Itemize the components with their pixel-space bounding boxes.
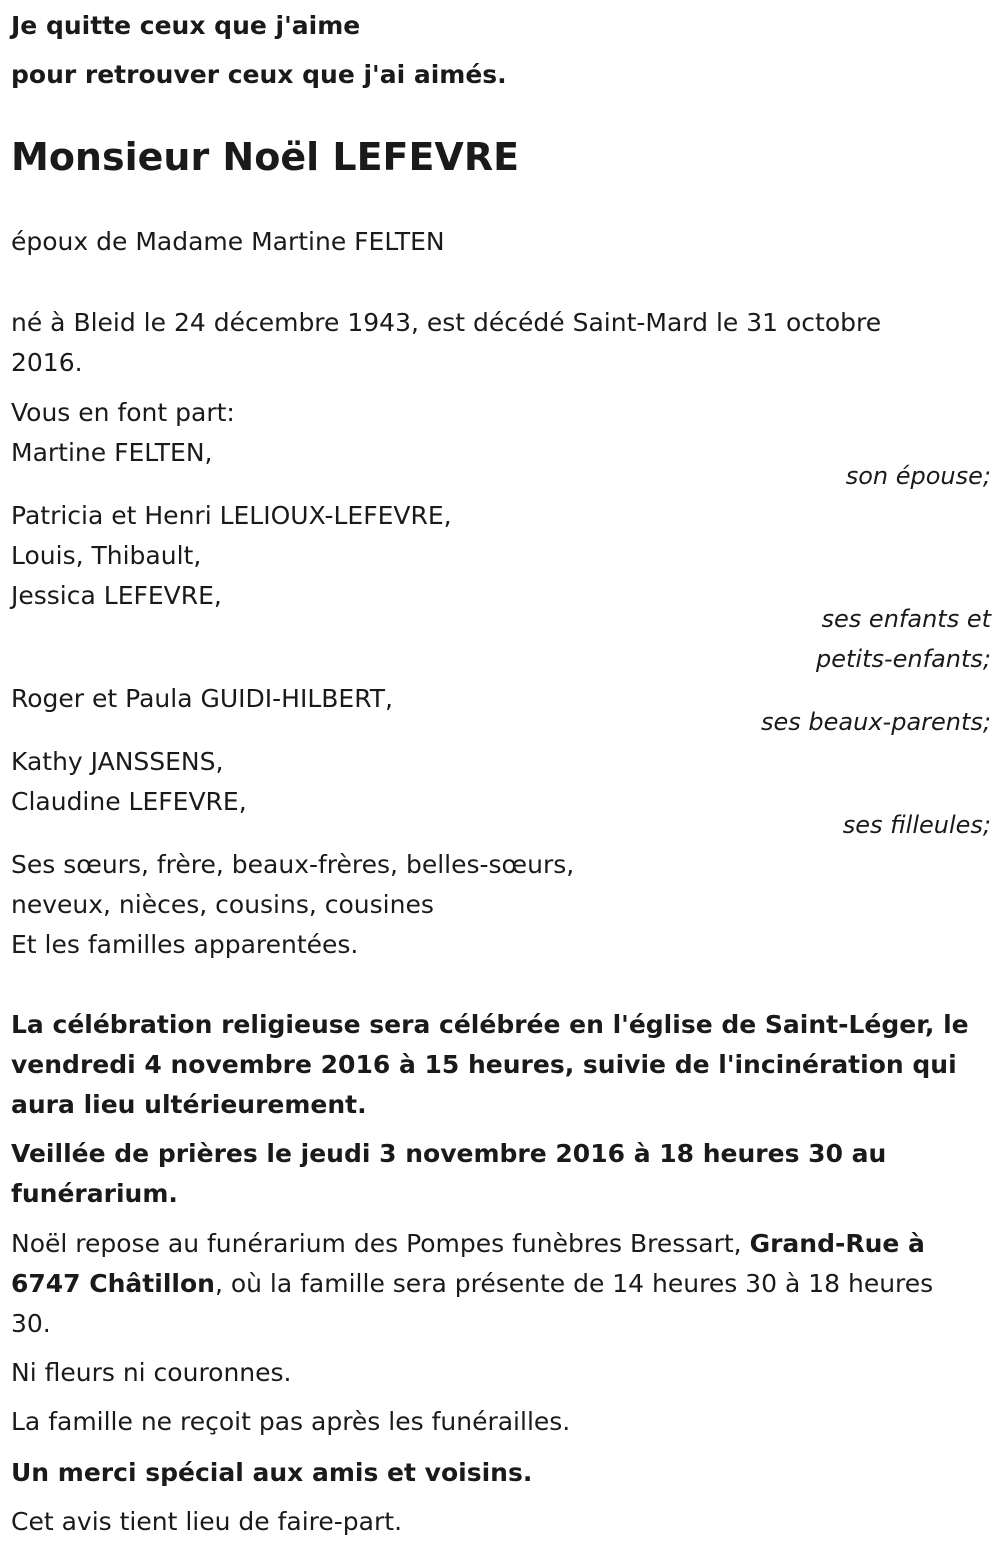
notice-line: Cet avis tient lieu de faire-part.: [11, 1507, 403, 1536]
birth-death-line-2: 2016.: [11, 348, 83, 377]
children-role-1: ses enfants et: [821, 605, 991, 633]
epitaph-line-2: pour retrouver ceux que j'ai aimés.: [11, 60, 507, 89]
birth-death-line-1: né à Bleid le 24 décembre 1943, est décédé Saint-Mard le 31 octobre: [11, 308, 882, 337]
spouse-line: époux de Madame Martine FELTEN: [11, 227, 445, 256]
vigil-line-2: funérarium.: [11, 1179, 178, 1208]
spouse-name: Martine FELTEN,: [11, 438, 213, 467]
ceremony-line-3: aura lieu ultérieurement.: [11, 1090, 367, 1119]
children-role-2: petits-enfants;: [816, 645, 991, 673]
spouse-role: son épouse;: [845, 462, 991, 490]
no-flowers: Ni fleurs ni couronnes.: [11, 1358, 292, 1387]
funeral-home-line-2: [11, 1264, 933, 1304]
funeral-home-hours: , où la famille sera présente de 14 heures 30 à 18 heures: [214, 1269, 934, 1298]
children-line-3: Jessica LEFEVRE,: [11, 581, 222, 610]
children-line-2: Louis, Thibault,: [11, 541, 202, 570]
godchildren-line-1: Kathy JANSSENS,: [11, 747, 224, 776]
family-intro: Vous en font part:: [11, 398, 235, 427]
ceremony-line-1: La célébration religieuse sera célébrée en l'église de Saint-Léger, le: [11, 1010, 969, 1039]
children-line-1: Patricia et Henri LELIOUX-LEFEVRE,: [11, 501, 452, 530]
deceased-name: Monsieur Noël LEFEVRE: [11, 135, 520, 179]
inlaws-role: ses beaux-parents;: [761, 708, 991, 736]
others-line-1: Ses sœurs, frère, beaux-frères, belles-sœurs,: [11, 850, 575, 879]
funeral-home-city: 6747 Châtillon: [11, 1269, 215, 1298]
godchildren-role: ses filleules;: [842, 811, 991, 839]
epitaph-line-1: Je quitte ceux que j'aime: [11, 11, 361, 40]
funeral-home-line-3: 30.: [11, 1309, 51, 1338]
funeral-home-prefix: Noël repose au funérarium des Pompes funèbres Bressart,: [11, 1229, 750, 1258]
ceremony-line-2: vendredi 4 novembre 2016 à 15 heures, suivie de l'incinération qui: [11, 1050, 957, 1079]
funeral-home-line-1: [11, 1224, 925, 1264]
godchildren-line-2: Claudine LEFEVRE,: [11, 787, 247, 816]
funeral-home-street: Grand-Rue à: [749, 1229, 925, 1258]
inlaws-name: Roger et Paula GUIDI-HILBERT,: [11, 684, 393, 713]
others-line-3: Et les familles apparentées.: [11, 930, 359, 959]
no-reception: La famille ne reçoit pas après les funérailles.: [11, 1407, 571, 1436]
vigil-line-1: Veillée de prières le jeudi 3 novembre 2016 à 18 heures 30 au: [11, 1139, 887, 1168]
others-line-2: neveux, nièces, cousins, cousines: [11, 890, 434, 919]
thanks-line: Un merci spécial aux amis et voisins.: [11, 1458, 533, 1487]
